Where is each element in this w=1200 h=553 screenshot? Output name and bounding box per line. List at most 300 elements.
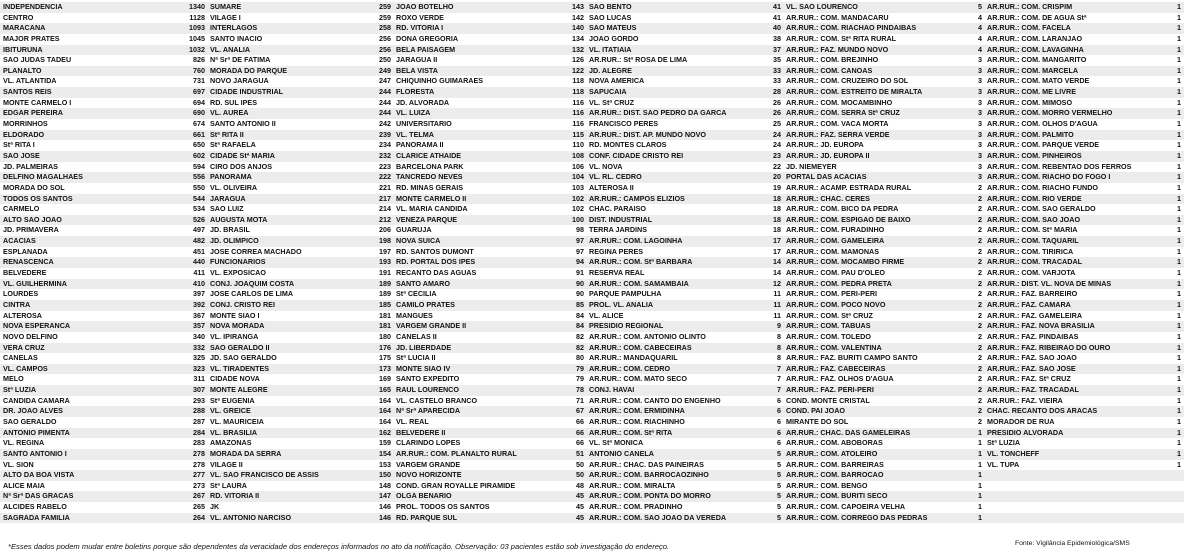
neighborhood-name: AR.RUR.: FAZ. PERI-PERI bbox=[786, 385, 874, 395]
table-row bbox=[393, 45, 587, 56]
neighborhood-name: VL. ATLANTIDA bbox=[3, 76, 57, 86]
table-row bbox=[984, 406, 1184, 417]
neighborhood-name: JARAGUA bbox=[210, 193, 246, 203]
case-count: 5 bbox=[777, 491, 781, 501]
neighborhood-name: VL. CASTELO BRANCO bbox=[396, 395, 478, 405]
table-row bbox=[783, 119, 985, 130]
neighborhood-name: PRESIDIO ALVORADA bbox=[987, 427, 1064, 437]
case-count: 102 bbox=[572, 204, 584, 214]
table-row bbox=[393, 491, 587, 502]
neighborhood-name: AR.RUR.: CHAC. DAS PAINEIRAS bbox=[589, 459, 704, 469]
neighborhood-name: RENASCENCA bbox=[3, 257, 54, 267]
neighborhood-name: Stª RAFAELA bbox=[210, 140, 256, 150]
neighborhood-name: RAUL LOURENCO bbox=[396, 385, 459, 395]
table-row bbox=[0, 481, 208, 492]
neighborhood-name: RECANTO DAS AGUAS bbox=[396, 268, 477, 278]
table-row bbox=[0, 374, 208, 385]
neighborhood-name: Stª CECILIA bbox=[396, 289, 437, 299]
neighborhood-name: RD. MINAS GERAIS bbox=[396, 182, 464, 192]
neighborhood-name: SAO LUIZ bbox=[210, 204, 244, 214]
neighborhood-name: AR.RUR.: FAZ. SAO JOAO bbox=[987, 353, 1077, 363]
table-row bbox=[984, 364, 1184, 375]
neighborhood-name: AR.RUR.: COM. Stª MARIA bbox=[987, 225, 1078, 235]
neighborhood-name: AR.RUR.: COM. CANTO DO ENGENHO bbox=[589, 395, 721, 405]
case-count: 278 bbox=[193, 448, 205, 458]
case-count: 66 bbox=[576, 427, 584, 437]
neighborhood-name: MONTE ALEGRE bbox=[210, 385, 268, 395]
table-row bbox=[207, 87, 394, 98]
neighborhood-name: AR.RUR.: COM. Stª RITA bbox=[589, 427, 673, 437]
neighborhood-name: RD. PARQUE SUL bbox=[396, 512, 457, 522]
case-count: 1 bbox=[1177, 182, 1181, 192]
table-row bbox=[783, 321, 985, 332]
table-row bbox=[393, 311, 587, 322]
case-count: 2 bbox=[978, 299, 982, 309]
table-row bbox=[984, 396, 1184, 407]
neighborhood-name: RD. VITORIA I bbox=[396, 23, 444, 33]
table-row bbox=[0, 300, 208, 311]
table-row bbox=[586, 172, 784, 183]
neighborhood-name: MONTE CARMELO II bbox=[396, 193, 467, 203]
neighborhood-name: AR.RUR.: COM. RIACHAO PINDAIBAS bbox=[786, 23, 917, 33]
case-count: 100 bbox=[572, 214, 584, 224]
table-row bbox=[984, 215, 1184, 226]
table-row bbox=[393, 300, 587, 311]
neighborhood-name: CINTRA bbox=[3, 299, 31, 309]
neighborhood-name: AR.RUR.: COM. MARCELA bbox=[987, 65, 1079, 75]
case-count: 79 bbox=[576, 374, 584, 384]
case-count: 78 bbox=[576, 385, 584, 395]
table-row bbox=[586, 491, 784, 502]
table-row bbox=[586, 108, 784, 119]
neighborhood-name: RD. PORTAL DOS IPES bbox=[396, 257, 476, 267]
case-count: 1 bbox=[1177, 438, 1181, 448]
neighborhood-name: AR.RUR.: FAZ. NOVA BRASILIA bbox=[987, 321, 1095, 331]
case-count: 103 bbox=[572, 182, 584, 192]
table-row bbox=[207, 66, 394, 77]
case-count: 287 bbox=[193, 416, 205, 426]
neighborhood-name: AR.RUR.: COM. MANDACARU bbox=[786, 12, 889, 22]
table-row bbox=[0, 364, 208, 375]
neighborhood-name: TERRA JARDINS bbox=[589, 225, 648, 235]
neighborhood-name: RD. SUL IPES bbox=[210, 97, 257, 107]
neighborhood-name: AR.RUR.: COM. POCO NOVO bbox=[786, 299, 886, 309]
case-count: 35 bbox=[773, 55, 781, 65]
case-count: 25 bbox=[773, 119, 781, 129]
case-count: 277 bbox=[193, 470, 205, 480]
case-count: 164 bbox=[379, 395, 391, 405]
case-count: 2 bbox=[978, 331, 982, 341]
table-row bbox=[984, 481, 1184, 492]
neighborhood-name: ALTO SAO JOAO bbox=[3, 214, 62, 224]
case-count: 159 bbox=[379, 438, 391, 448]
table-row bbox=[0, 194, 208, 205]
case-count: 85 bbox=[576, 299, 584, 309]
neighborhood-name: JD. PALMEIRAS bbox=[3, 161, 58, 171]
case-count: 249 bbox=[379, 65, 391, 75]
table-row bbox=[393, 162, 587, 173]
neighborhood-name: AR.RUR.: ACAMP. ESTRADA RURAL bbox=[786, 182, 912, 192]
neighborhood-name: VL. Stª CRUZ bbox=[589, 97, 634, 107]
table-row bbox=[783, 151, 985, 162]
case-count: 2 bbox=[978, 289, 982, 299]
case-count: 142 bbox=[572, 12, 584, 22]
table-row bbox=[586, 247, 784, 258]
table-row bbox=[984, 76, 1184, 87]
table-row bbox=[393, 385, 587, 396]
table-row bbox=[207, 119, 394, 130]
case-count: 3 bbox=[978, 55, 982, 65]
case-count: 556 bbox=[193, 172, 205, 182]
neighborhood-name: ALCIDES RABELO bbox=[3, 502, 67, 512]
case-count: 169 bbox=[379, 374, 391, 384]
neighborhood-name: NOVA AMERICA bbox=[589, 76, 645, 86]
neighborhood-name: VL. MARIA CANDIDA bbox=[396, 204, 468, 214]
neighborhood-name: AR.RUR.: FAZ. CAMARA bbox=[987, 299, 1071, 309]
neighborhood-name: VL. LUIZA bbox=[396, 108, 431, 118]
table-row bbox=[207, 438, 394, 449]
case-count: 37 bbox=[773, 44, 781, 54]
case-count: 2 bbox=[978, 204, 982, 214]
case-count: 2 bbox=[978, 353, 982, 363]
table-row bbox=[984, 353, 1184, 364]
neighborhood-name: MORADOR DE RUA bbox=[987, 416, 1055, 426]
neighborhood-name: AR.RUR.: CAMPOS ELIZIOS bbox=[589, 193, 685, 203]
neighborhood-name: AR.RUR.: COM. SERRA Stª CRUZ bbox=[786, 108, 900, 118]
neighborhood-name: AR.RUR.: FAZ. CABECEIRAS bbox=[786, 363, 886, 373]
table-row bbox=[207, 343, 394, 354]
case-count: 90 bbox=[576, 278, 584, 288]
case-count: 1 bbox=[1177, 278, 1181, 288]
case-count: 1 bbox=[978, 459, 982, 469]
case-count: 5 bbox=[777, 459, 781, 469]
table-row bbox=[984, 2, 1184, 13]
neighborhood-name: VL. SAO LOURENCO bbox=[786, 2, 858, 11]
case-count: 731 bbox=[193, 76, 205, 86]
case-count: 143 bbox=[572, 2, 584, 11]
table-row bbox=[783, 34, 985, 45]
table-row bbox=[207, 172, 394, 183]
case-count: 206 bbox=[379, 225, 391, 235]
table-row bbox=[783, 162, 985, 173]
neighborhood-name: VILAGE II bbox=[210, 459, 243, 469]
neighborhood-name: CHIQUINHO GUIMARAES bbox=[396, 76, 484, 86]
neighborhood-name: AR.RUR.: COM. MIMOSO bbox=[987, 97, 1073, 107]
neighborhood-name: CENTRO bbox=[3, 12, 34, 22]
neighborhood-name: AR.RUR.: COM. ME LIVRE bbox=[987, 87, 1077, 97]
neighborhood-name: AR.RUR.: COM. MOCAMBO FIRME bbox=[786, 257, 905, 267]
table-row bbox=[207, 162, 394, 173]
table-row bbox=[393, 247, 587, 258]
neighborhood-name: VL. Stª MONICA bbox=[589, 438, 644, 448]
case-count: 1 bbox=[1177, 204, 1181, 214]
table-row bbox=[783, 87, 985, 98]
table-row bbox=[207, 417, 394, 428]
neighborhood-name: AR.RUR.: COM. SAO JOAO bbox=[987, 214, 1081, 224]
table-row bbox=[586, 502, 784, 513]
case-count: 1 bbox=[1177, 55, 1181, 65]
table-row bbox=[783, 396, 985, 407]
neighborhood-name: NOVA ESPERANCA bbox=[3, 321, 71, 331]
table-row bbox=[586, 481, 784, 492]
table-row bbox=[586, 268, 784, 279]
case-count: 23 bbox=[773, 150, 781, 160]
case-count: 162 bbox=[379, 427, 391, 437]
neighborhood-name: AR.RUR.: FAZ. RIBEIRAO DO OURO bbox=[987, 342, 1111, 352]
table-row bbox=[207, 225, 394, 236]
table-row bbox=[207, 257, 394, 268]
table-row bbox=[586, 353, 784, 364]
neighborhood-name: PROL. TODOS OS SANTOS bbox=[396, 502, 490, 512]
table-row bbox=[586, 45, 784, 56]
neighborhood-name: AR.RUR.: COM. MIRALTA bbox=[589, 480, 676, 490]
neighborhood-name: AR.RUR.: COM. SAO JOAO DA VEREDA bbox=[589, 512, 727, 522]
case-count: 140 bbox=[572, 23, 584, 33]
table-row bbox=[984, 460, 1184, 471]
table-row bbox=[0, 396, 208, 407]
table-row bbox=[586, 76, 784, 87]
table-row bbox=[0, 119, 208, 130]
neighborhood-name: RD. VITORIA II bbox=[210, 491, 260, 501]
table-row bbox=[586, 321, 784, 332]
neighborhood-name: AR.RUR.: COM. PERI-PERI bbox=[786, 289, 878, 299]
neighborhood-name: CIDADE Stª MARIA bbox=[210, 150, 275, 160]
table-row bbox=[783, 45, 985, 56]
case-count: 17 bbox=[773, 246, 781, 256]
table-row bbox=[393, 343, 587, 354]
neighborhood-name: AR.RUR.: COM. PRADINHO bbox=[589, 502, 683, 512]
case-count: 180 bbox=[379, 331, 391, 341]
table-row bbox=[0, 513, 208, 524]
neighborhood-name: AR.RUR.: COM. TAQUARIL bbox=[987, 236, 1079, 246]
neighborhood-name: NOVO HORIZONTE bbox=[396, 470, 462, 480]
neighborhood-name: Stª LUZIA bbox=[987, 438, 1021, 448]
case-count: 175 bbox=[379, 353, 391, 363]
neighborhood-name: CANELAS II bbox=[396, 331, 437, 341]
case-count: 116 bbox=[572, 119, 584, 129]
footnote: *Esses dados podem mudar entre boletins porque são dependentes da veracidade dos endereços informados no ato da notificação. Observação: 03 pacientes estão sob investigação do endereço. bbox=[8, 542, 670, 551]
case-count: 173 bbox=[379, 363, 391, 373]
neighborhood-name: RD. MONTES CLAROS bbox=[589, 140, 667, 150]
neighborhood-name: JOAO GORDO bbox=[589, 33, 639, 43]
neighborhood-name: VL. BRASILIA bbox=[210, 427, 258, 437]
case-count: 2 bbox=[978, 225, 982, 235]
table-row bbox=[586, 470, 784, 481]
case-count: 1 bbox=[1177, 33, 1181, 43]
neighborhood-name: SANTO ANTONIO I bbox=[3, 448, 67, 458]
case-count: 232 bbox=[379, 150, 391, 160]
case-count: 2 bbox=[978, 310, 982, 320]
table-row bbox=[393, 130, 587, 141]
case-count: 325 bbox=[193, 353, 205, 363]
case-count: 760 bbox=[193, 65, 205, 75]
neighborhood-name: FUNCIONARIOS bbox=[210, 257, 266, 267]
neighborhood-name: VL. ANTONIO NARCISO bbox=[210, 512, 292, 522]
case-count: 1045 bbox=[189, 33, 205, 43]
table-row bbox=[783, 428, 985, 439]
neighborhood-name: AR.RUR.: COM. CORREGO DAS PEDRAS bbox=[786, 512, 928, 522]
neighborhood-name: AR.RUR.: FAZ. BURITI CAMPO SANTO bbox=[786, 353, 918, 363]
table-column-1 bbox=[0, 2, 208, 523]
case-count: 259 bbox=[379, 12, 391, 22]
neighborhood-name: RD. SANTOS DUMONT bbox=[396, 246, 474, 256]
neighborhood-name: VL. RL. CEDRO bbox=[589, 172, 642, 182]
table-row bbox=[783, 247, 985, 258]
case-count: 2 bbox=[978, 406, 982, 416]
table-row bbox=[393, 98, 587, 109]
neighborhood-name: VARGEM GRANDE II bbox=[396, 321, 467, 331]
neighborhood-name: BELA VISTA bbox=[396, 65, 438, 75]
table-row bbox=[586, 406, 784, 417]
neighborhood-name: AR.RUR.: COM. MATO SECO bbox=[589, 374, 687, 384]
neighborhood-name: SANTO INACIO bbox=[210, 33, 263, 43]
table-row bbox=[207, 268, 394, 279]
case-count: 2 bbox=[978, 374, 982, 384]
neighborhood-name: AR.RUR.: COM. DE AGUA Stª bbox=[987, 12, 1087, 22]
neighborhood-name: AR.RUR.: COM. MORRO VERMELHO bbox=[987, 108, 1113, 118]
table-row bbox=[586, 289, 784, 300]
case-count: 8 bbox=[777, 331, 781, 341]
neighborhood-name: FRANCISCO PERES bbox=[589, 119, 659, 129]
table-row bbox=[984, 428, 1184, 439]
case-count: 50 bbox=[576, 459, 584, 469]
neighborhood-name: SAO GERALDO bbox=[3, 416, 57, 426]
table-row bbox=[0, 343, 208, 354]
table-row bbox=[984, 438, 1184, 449]
case-count: 3 bbox=[978, 76, 982, 86]
table-row bbox=[207, 279, 394, 290]
table-row bbox=[393, 470, 587, 481]
table-row bbox=[207, 204, 394, 215]
table-row bbox=[393, 449, 587, 460]
case-count: 181 bbox=[379, 321, 391, 331]
table-row bbox=[783, 460, 985, 471]
case-count: 332 bbox=[193, 342, 205, 352]
case-count: 11 bbox=[773, 289, 781, 299]
neighborhood-name: AR.RUR.: FAZ. GAMELEIRA bbox=[987, 310, 1083, 320]
table-row bbox=[586, 300, 784, 311]
table-row bbox=[0, 268, 208, 279]
table-row bbox=[0, 438, 208, 449]
table-row bbox=[393, 481, 587, 492]
neighborhood-name: VL. REAL bbox=[396, 416, 429, 426]
table-row bbox=[783, 215, 985, 226]
neighborhood-name: CAMILO PRATES bbox=[396, 299, 455, 309]
neighborhood-name: Nª Srª DAS GRACAS bbox=[3, 491, 74, 501]
neighborhood-name: AR.RUR.: COM. ESPIGAO DE BAIXO bbox=[786, 214, 911, 224]
case-count: 1 bbox=[1177, 2, 1181, 11]
case-count: 1 bbox=[1177, 225, 1181, 235]
table-row bbox=[207, 130, 394, 141]
neighborhood-name: AR.RUR.: COM. PLANALTO RURAL bbox=[396, 448, 517, 458]
case-count: 5 bbox=[777, 448, 781, 458]
case-count: 165 bbox=[379, 385, 391, 395]
neighborhood-name: AR.RUR.: COM. TRACADAL bbox=[987, 257, 1083, 267]
case-count: 79 bbox=[576, 363, 584, 373]
table-row bbox=[783, 130, 985, 141]
neighborhood-name: TODOS OS SANTOS bbox=[3, 193, 73, 203]
neighborhood-name: PROL. VL. ANALIA bbox=[589, 299, 654, 309]
case-count: 1 bbox=[1177, 459, 1181, 469]
neighborhood-name: MONTE SIAO IV bbox=[396, 363, 451, 373]
table-row bbox=[0, 406, 208, 417]
case-count: 2 bbox=[978, 236, 982, 246]
table-row bbox=[207, 2, 394, 13]
table-row bbox=[207, 385, 394, 396]
neighborhood-name: AR.RUR.: COM. Stª RITA RURAL bbox=[786, 33, 897, 43]
table-row bbox=[207, 300, 394, 311]
neighborhood-name: TANCREDO NEVES bbox=[396, 172, 463, 182]
table-row bbox=[207, 108, 394, 119]
case-count: 1 bbox=[978, 480, 982, 490]
table-row bbox=[984, 108, 1184, 119]
case-count: 118 bbox=[572, 87, 584, 97]
case-count: 234 bbox=[379, 140, 391, 150]
neighborhood-name: AR.RUR.: COM. LAVAGINHA bbox=[987, 44, 1084, 54]
case-count: 1 bbox=[978, 427, 982, 437]
table-row bbox=[783, 257, 985, 268]
neighborhood-name: JK bbox=[210, 502, 220, 512]
neighborhood-name: VL. AUREA bbox=[210, 108, 249, 118]
neighborhood-name: AR.RUR.: COM. MOCAMBINHO bbox=[786, 97, 893, 107]
case-count: 1340 bbox=[189, 2, 205, 11]
case-count: 3 bbox=[978, 87, 982, 97]
table-row bbox=[207, 194, 394, 205]
case-count: 146 bbox=[379, 502, 391, 512]
table-row bbox=[393, 204, 587, 215]
neighborhood-name: SAO JUDAS TADEU bbox=[3, 55, 72, 65]
case-count: 41 bbox=[773, 12, 781, 22]
table-row bbox=[393, 268, 587, 279]
case-count: 2 bbox=[978, 342, 982, 352]
table-row bbox=[393, 353, 587, 364]
case-count: 221 bbox=[379, 182, 391, 192]
neighborhood-name: AR.RUR.: COM. TIRIRICA bbox=[987, 246, 1074, 256]
case-count: 150 bbox=[379, 470, 391, 480]
table-row bbox=[0, 257, 208, 268]
case-count: 5 bbox=[777, 470, 781, 480]
table-row bbox=[783, 183, 985, 194]
neighborhood-name: JD. NIEMEYER bbox=[786, 161, 837, 171]
neighborhood-name: AR.RUR.: COM. CABECEIRAS bbox=[589, 342, 692, 352]
case-count: 482 bbox=[193, 236, 205, 246]
table-row bbox=[207, 460, 394, 471]
neighborhood-name: SANTO ANTONIO II bbox=[210, 119, 276, 129]
case-count: 6 bbox=[777, 416, 781, 426]
neighborhood-name: AR.RUR.: COM. GAMELEIRA bbox=[786, 236, 885, 246]
table-row bbox=[984, 130, 1184, 141]
neighborhood-name: AR.RUR.: FAZ. PINDAIBAS bbox=[987, 331, 1079, 341]
case-count: 181 bbox=[379, 310, 391, 320]
neighborhood-name: DR. JOAO ALVES bbox=[3, 406, 63, 416]
table-row bbox=[393, 34, 587, 45]
case-count: 66 bbox=[576, 438, 584, 448]
case-count: 33 bbox=[773, 65, 781, 75]
case-count: 1 bbox=[1177, 427, 1181, 437]
neighborhood-name: Stª LAURA bbox=[210, 480, 247, 490]
case-count: 2 bbox=[978, 416, 982, 426]
case-count: 650 bbox=[193, 140, 205, 150]
neighborhood-name: JOAO BOTELHO bbox=[396, 2, 454, 11]
table-row bbox=[984, 513, 1184, 524]
table-row bbox=[393, 151, 587, 162]
case-count: 217 bbox=[379, 193, 391, 203]
table-row bbox=[0, 98, 208, 109]
table-row bbox=[207, 34, 394, 45]
table-row bbox=[586, 140, 784, 151]
case-count: 108 bbox=[572, 150, 584, 160]
table-row bbox=[984, 172, 1184, 183]
